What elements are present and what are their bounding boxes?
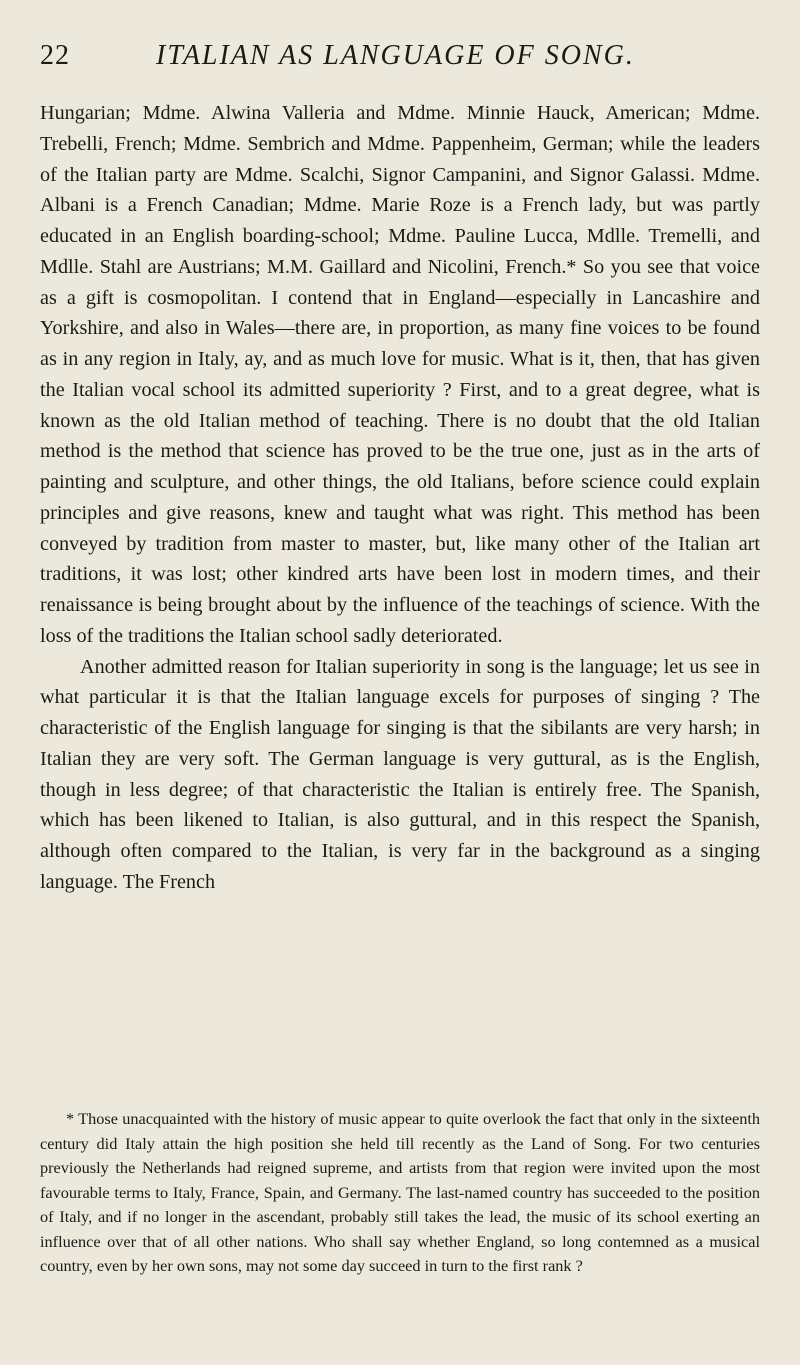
paragraph: Hungarian; Mdme. Alwina Valleria and Mdme. Minnie Hauck, American; Mdme. Trebelli, French; Mdme. Sembrich and Mdme. Pappenheim, German; while the leaders of the Italian party are Mdme. Scalchi, Signor Campanini, and Signor Galassi. Mdme. Albani is a French Canadian; Mdme. Marie Roze is a French lady, but was partly educated in an English boarding-school; Mdme. Pauline Lucca, Mdlle. Tremelli, and Mdlle. Stahl are Austrians; M.M. Gaillard and Nicolini, French.* So you see that voice as a gift is cosmopolitan. I contend that in England—especially in Lancashire and Yorkshire, and also in Wales—there are, in proportion, as many fine voices to be found as in any region in Italy, ay, and as much love for music. What is it, then, that has given the Italian vocal school its admitted superiority ? First, and to a great degree, what is known as the old Italian method of teaching. There is no doubt that the old Italian method is the method that science has proved to be the true one, just as in the arts of painting and sculpture, and other things, the old Italians, before science could explain principles and give reasons, knew and taught what was right. This method has been conveyed by tradition from master to master, but, like many other of the Italian art traditions, it was lost; other kindred arts have been lost in modern times, and their renaissance is being brought about by the influence of the teachings of science. With the loss of the traditions the Italian school sadly deteriorated. — [40, 102, 760, 647]
running-title: ITALIAN AS LANGUAGE OF SONG. — [156, 40, 635, 71]
running-head — [40, 40, 760, 80]
footnote: * Those unacquainted with the history of music appear to quite overlook the fact that only in the sixteenth century did Italy attain the high position she held till recently as the Land of Song. For two centuries previously the Netherlands had reigned supreme, and artists from that region were invited upon the most favourable terms to Italy, France, Spain, and Germany. The last-named country has succeeded to the position of Italy, and if no longer in the ascendant, probably still takes the lead, the music of its school exerting an influence over that of all other nations. Who shall say whether England, so long contemned as a musical country, even by her own sons, may not some day succeed in turn to the first rank ? — [40, 1109, 760, 1275]
paragraph: Another admitted reason for Italian superiority in song is the language; let us see in what particular it is that the Italian language excels for purposes of singing ? The characteristic of the English language for singing is that the sibilants are very harsh; in Italian they are very soft. The German language is very guttural, as is the English, though in less degree; of that characteristic the Italian is entirely free. The Spanish, which has been likened to Italian, is also guttural, and in this respect the Spanish, although often compared to the Italian, is very far in the background as a singing language. The French — [40, 655, 760, 893]
page-number: 22 — [40, 40, 70, 71]
body-text — [40, 98, 760, 898]
